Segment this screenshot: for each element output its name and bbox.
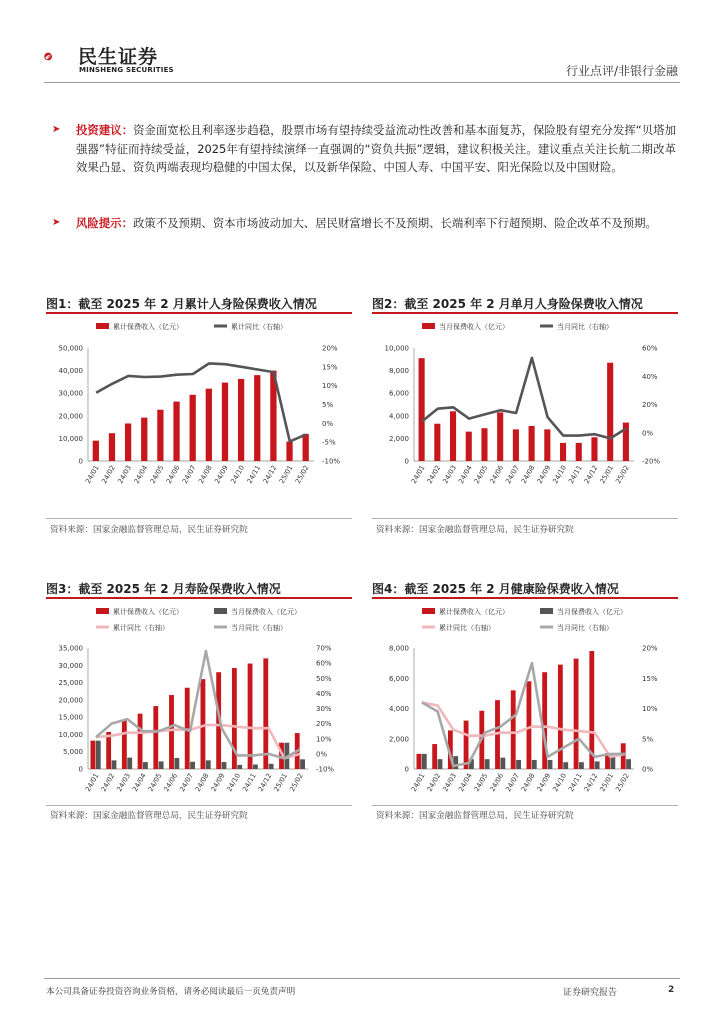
figure-3-rule xyxy=(46,597,352,599)
x-tick-label: 24/07 xyxy=(504,772,521,793)
bar xyxy=(300,759,305,769)
bar xyxy=(419,358,425,461)
x-tick-label: 24/11 xyxy=(245,464,263,485)
x-tick-label: 24/08 xyxy=(519,772,537,793)
y-tick-label-right: 0% xyxy=(316,750,328,759)
y-tick-label-left: 25,000 xyxy=(58,679,83,688)
y-tick-label-left: 0 xyxy=(78,457,83,466)
bar xyxy=(576,443,582,461)
x-tick-label: 24/05 xyxy=(472,772,490,793)
x-tick-label: 24/01 xyxy=(409,464,427,485)
y-tick-label-left: 4,000 xyxy=(388,412,409,421)
bar xyxy=(432,744,437,769)
y-tick-label-right: 15% xyxy=(642,674,658,683)
x-tick-label: 24/04 xyxy=(132,464,150,485)
x-tick-label: 24/07 xyxy=(504,464,521,485)
x-tick-label: 24/06 xyxy=(488,464,506,485)
figure-1-source: 资料来源：国家金融监督管理总局，民生证券研究院 xyxy=(50,525,248,535)
bar xyxy=(159,761,164,769)
figure-4-source: 资料来源：国家金融监督管理总局，民生证券研究院 xyxy=(376,811,574,821)
x-tick-label: 25/01 xyxy=(598,464,616,485)
figure-3-source-rule xyxy=(46,805,352,806)
legend-swatch xyxy=(96,608,109,614)
figure-1-rule xyxy=(46,312,352,314)
bar xyxy=(127,758,132,769)
y-tick-label-left: 0 xyxy=(78,765,83,774)
bar xyxy=(485,759,490,769)
bar xyxy=(138,714,143,769)
y-tick-label-left: 10,000 xyxy=(58,730,83,739)
bar xyxy=(558,665,563,769)
bar xyxy=(237,765,242,769)
y-tick-label-left: 30,000 xyxy=(58,661,83,670)
x-tick-label: 24/02 xyxy=(99,772,117,793)
bar xyxy=(303,434,309,461)
y-tick-label-right: 70% xyxy=(316,644,332,653)
y-tick-label-left: 50,000 xyxy=(58,344,83,353)
risk-warning-label: 风险提示： xyxy=(76,216,133,230)
y-tick-label-left: 35,000 xyxy=(58,644,83,653)
x-tick-label: 24/07 xyxy=(180,464,198,485)
bar xyxy=(621,743,626,769)
bar xyxy=(548,760,553,769)
bar xyxy=(96,741,101,769)
page-number: 2 xyxy=(668,985,675,995)
x-tick-label: 25/02 xyxy=(293,464,311,485)
y-tick-label-right: 15% xyxy=(322,363,338,372)
y-tick-label-right: -10% xyxy=(316,765,335,774)
x-tick-label: 25/01 xyxy=(277,464,295,485)
x-tick-label: 24/01 xyxy=(409,772,427,793)
legend-label: 当月保费收入（亿元） xyxy=(231,608,301,616)
y-tick-label-right: 40% xyxy=(316,689,332,698)
legend-swatch xyxy=(96,323,109,329)
bar xyxy=(466,432,472,461)
bar xyxy=(206,389,212,461)
bar xyxy=(93,441,99,461)
y-tick-label-left: 20,000 xyxy=(58,696,83,705)
x-tick-label: 25/02 xyxy=(614,464,631,485)
figure-2-source: 资料来源：国家金融监督管理总局，民生证券研究院 xyxy=(376,525,574,535)
x-tick-label: 24/06 xyxy=(162,772,180,793)
y-tick-label-right: -20% xyxy=(642,457,661,466)
bar xyxy=(122,721,127,769)
bar xyxy=(626,759,631,769)
y-tick-label-right: 0% xyxy=(642,429,654,438)
y-tick-label-left: 10,000 xyxy=(58,434,83,443)
x-tick-label: 24/11 xyxy=(567,772,584,793)
brand-name-cn: 民生证券 xyxy=(78,46,159,68)
x-tick-label: 24/04 xyxy=(457,464,474,485)
y-tick-label-left: 8,000 xyxy=(388,367,409,376)
bar xyxy=(516,760,521,769)
x-tick-label: 24/09 xyxy=(213,464,230,485)
bar xyxy=(112,760,117,769)
risk-warning-paragraph xyxy=(52,214,676,233)
footer-divider xyxy=(44,978,680,979)
bar xyxy=(450,411,456,461)
x-tick-label: 24/03 xyxy=(115,772,133,793)
bar xyxy=(269,764,274,769)
legend-swatch xyxy=(422,323,435,329)
y-tick-label-right: -5% xyxy=(322,438,336,447)
figure-2-title: 图2：截至 2025 年 2 月单月人身险保费收入情况 xyxy=(372,297,643,311)
footer-report-type: 证券研究报告 xyxy=(563,988,618,998)
bar xyxy=(109,433,115,461)
bar xyxy=(222,383,228,461)
y-tick-label-left: 10,000 xyxy=(384,344,409,353)
x-tick-label: 24/06 xyxy=(488,772,506,793)
bar xyxy=(497,412,503,461)
bullet-arrow-icon: ➤ xyxy=(52,124,61,135)
x-tick-label: 24/08 xyxy=(193,772,211,793)
bar xyxy=(238,379,244,461)
bar xyxy=(438,759,443,769)
x-tick-label: 24/12 xyxy=(256,772,274,793)
bar xyxy=(560,443,566,461)
risk-warning-text: 政策不及预期、资本市场波动加大、居民财富增长不及预期、长端利率下行超预期、险企改革不及预期。 xyxy=(132,216,657,230)
y-tick-label-left: 2,000 xyxy=(388,434,409,443)
y-tick-label-left: 0 xyxy=(404,765,409,774)
bar xyxy=(190,395,196,461)
bar xyxy=(595,761,600,769)
figure-4-source-rule xyxy=(372,805,678,806)
x-tick-label: 24/10 xyxy=(225,772,243,793)
report-category: 行业点评/非银行金融 xyxy=(565,64,678,78)
bar xyxy=(173,402,179,461)
bar xyxy=(417,754,422,769)
x-tick-label: 24/04 xyxy=(457,772,474,793)
legend-label: 当月同比（右轴） xyxy=(557,323,613,331)
bar xyxy=(532,760,537,769)
bar xyxy=(141,418,147,461)
figure-2-source-rule xyxy=(372,518,678,519)
investment-advice-paragraph xyxy=(52,121,676,177)
figure-1-source-rule xyxy=(46,518,352,519)
y-tick-label-right: 0% xyxy=(322,419,334,428)
bar xyxy=(511,690,516,769)
y-tick-label-right: 20% xyxy=(322,344,338,353)
bar xyxy=(263,658,268,769)
y-tick-label-right: 60% xyxy=(642,344,658,353)
x-tick-label: 24/10 xyxy=(551,464,569,485)
x-tick-label: 25/02 xyxy=(614,772,631,793)
bar xyxy=(190,762,195,769)
x-tick-label: 24/03 xyxy=(116,464,134,485)
x-tick-label: 24/05 xyxy=(148,464,166,485)
legend-label: 当月保费收入（亿元） xyxy=(439,323,509,331)
x-tick-label: 24/08 xyxy=(197,464,214,485)
bar xyxy=(174,758,179,769)
y-tick-label-right: 10% xyxy=(322,382,338,391)
x-tick-label: 24/03 xyxy=(441,464,459,485)
y-tick-label-right: 0% xyxy=(642,765,654,774)
x-tick-label: 24/01 xyxy=(83,772,101,793)
x-tick-label: 24/05 xyxy=(472,464,490,485)
legend-label: 累计保费收入（亿元） xyxy=(439,608,509,616)
y-tick-label-left: 5,000 xyxy=(62,748,83,757)
y-tick-label-right: 20% xyxy=(642,644,658,653)
legend-label: 当月保费收入（亿元） xyxy=(557,608,627,616)
figure-4-chart xyxy=(372,601,678,803)
y-tick-label-left: 6,000 xyxy=(388,674,409,683)
bar xyxy=(106,732,111,769)
legend-label: 当月同比（右轴） xyxy=(557,624,613,632)
y-tick-label-right: 50% xyxy=(316,674,332,683)
y-tick-label-left: 4,000 xyxy=(388,705,409,713)
bar xyxy=(527,681,532,769)
figure-1-chart xyxy=(46,316,352,516)
y-tick-label-left: 30,000 xyxy=(58,389,83,398)
y-tick-label-left: 8,000 xyxy=(388,644,409,653)
bar xyxy=(579,762,584,769)
x-tick-label: 24/12 xyxy=(582,772,600,793)
y-tick-label-left: 6,000 xyxy=(388,389,409,398)
x-tick-label: 24/11 xyxy=(241,772,258,793)
figure-3-chart xyxy=(46,601,352,803)
bar xyxy=(157,410,163,461)
figure-4-rule xyxy=(372,597,678,599)
bar xyxy=(529,426,535,461)
y-tick-label-right: 5% xyxy=(322,401,334,409)
x-tick-label: 24/01 xyxy=(84,464,101,485)
figure-2-chart xyxy=(372,316,678,516)
investment-advice-label: 投资建议： xyxy=(76,123,134,137)
y-tick-label-left: 40,000 xyxy=(58,367,83,376)
x-tick-label: 24/04 xyxy=(131,772,148,793)
y-tick-label-left: 0 xyxy=(404,457,409,466)
bar xyxy=(481,428,487,461)
x-tick-label: 24/09 xyxy=(209,772,227,793)
bar xyxy=(125,423,131,461)
y-tick-label-left: 2,000 xyxy=(388,735,409,744)
y-tick-label-right: 10% xyxy=(642,705,658,713)
header-divider xyxy=(44,82,680,83)
bar xyxy=(544,429,550,461)
x-tick-label: 24/07 xyxy=(178,772,195,793)
bar xyxy=(574,659,579,769)
figure-4-title: 图4：截至 2025 年 2 月健康险保费收入情况 xyxy=(372,582,619,596)
y-tick-label-left: 20,000 xyxy=(58,412,83,421)
bar xyxy=(91,741,96,769)
bar xyxy=(607,363,613,461)
y-tick-label-right: 20% xyxy=(642,401,658,409)
legend-swatch xyxy=(214,608,227,614)
bar xyxy=(206,760,211,769)
y-tick-label-right: 30% xyxy=(316,705,332,713)
x-tick-label: 24/09 xyxy=(535,772,553,793)
x-tick-label: 24/10 xyxy=(551,772,569,793)
x-tick-label: 25/02 xyxy=(288,772,305,793)
legend-label: 累计保费收入（亿元） xyxy=(113,608,183,616)
bar xyxy=(222,762,227,769)
x-tick-label: 24/02 xyxy=(425,772,443,793)
bar xyxy=(248,664,253,769)
brand-name-en: MINSHENG SECURITIES xyxy=(79,66,174,74)
bar xyxy=(201,679,206,769)
x-tick-label: 24/03 xyxy=(441,772,459,793)
x-tick-label: 24/11 xyxy=(567,464,584,485)
legend-label: 累计同比（右轴） xyxy=(439,624,495,632)
x-tick-label: 24/09 xyxy=(535,464,553,485)
figure-3-title: 图3：截至 2025 年 2 月寿险保费收入情况 xyxy=(46,582,281,596)
bar xyxy=(434,424,440,461)
bar xyxy=(513,429,519,461)
bar xyxy=(143,762,148,769)
figure-2-rule xyxy=(372,312,678,314)
x-tick-label: 25/01 xyxy=(598,772,616,793)
bar xyxy=(253,765,258,769)
bar xyxy=(254,375,260,461)
y-tick-label-right: 20% xyxy=(316,720,332,729)
x-tick-label: 24/02 xyxy=(425,464,443,485)
x-tick-label: 24/10 xyxy=(229,464,247,485)
y-tick-label-right: 40% xyxy=(642,372,658,381)
legend-swatch xyxy=(422,608,435,614)
bar xyxy=(464,721,469,769)
legend-label: 累计保费收入（亿元） xyxy=(113,323,183,331)
footer-disclaimer: 本公司具备证券投资咨询业务资格，请务必阅读最后一页免责声明 xyxy=(46,987,296,997)
x-tick-label: 24/12 xyxy=(261,464,279,485)
legend-label: 当月同比（右轴） xyxy=(231,624,287,632)
x-tick-label: 24/08 xyxy=(519,464,537,485)
bar xyxy=(286,442,292,461)
y-tick-label-right: 10% xyxy=(316,735,332,744)
y-tick-label-right: -10% xyxy=(322,457,341,466)
legend-label: 累计同比（右轴） xyxy=(231,323,287,331)
investment-advice-text: 资金面宽松且利率逐步趋稳，股票市场有望持续受益流动性改善和基本面复苏，保险股有望充分发挥“贝塔加强器”特征而持续受益，2025年有望持续演绎一直强调的“资负共振”逻辑，建议积极关注。建议重点关注长航二期改革效果凸显、资负两端表现均稳健的中国太保，以及新华保险、中国人寿、中国平安、阳光保险以及中国财险。 xyxy=(76,123,676,175)
bar xyxy=(591,437,597,461)
y-tick-label-right: 60% xyxy=(316,659,332,668)
bar xyxy=(422,754,427,769)
bar xyxy=(500,758,505,769)
bar xyxy=(563,762,568,769)
x-tick-label: 25/01 xyxy=(272,772,290,793)
bar xyxy=(153,706,158,769)
x-tick-label: 24/05 xyxy=(146,772,164,793)
x-tick-label: 24/06 xyxy=(164,464,182,485)
minsheng-logo-icon xyxy=(44,40,78,74)
x-tick-label: 24/02 xyxy=(100,464,117,485)
legend-label: 累计同比（右轴） xyxy=(113,624,169,632)
legend-swatch xyxy=(540,608,553,614)
figure-3-source: 资料来源：国家金融监督管理总局，民生证券研究院 xyxy=(50,811,248,821)
y-tick-label-right: 5% xyxy=(642,735,654,744)
x-tick-label: 24/12 xyxy=(582,464,600,485)
bar xyxy=(169,695,174,769)
y-tick-label-left: 15,000 xyxy=(58,713,83,722)
bullet-arrow-icon: ➤ xyxy=(52,217,61,228)
figure-1-title: 图1：截至 2025 年 2 月累计人身险保费收入情况 xyxy=(46,297,317,311)
